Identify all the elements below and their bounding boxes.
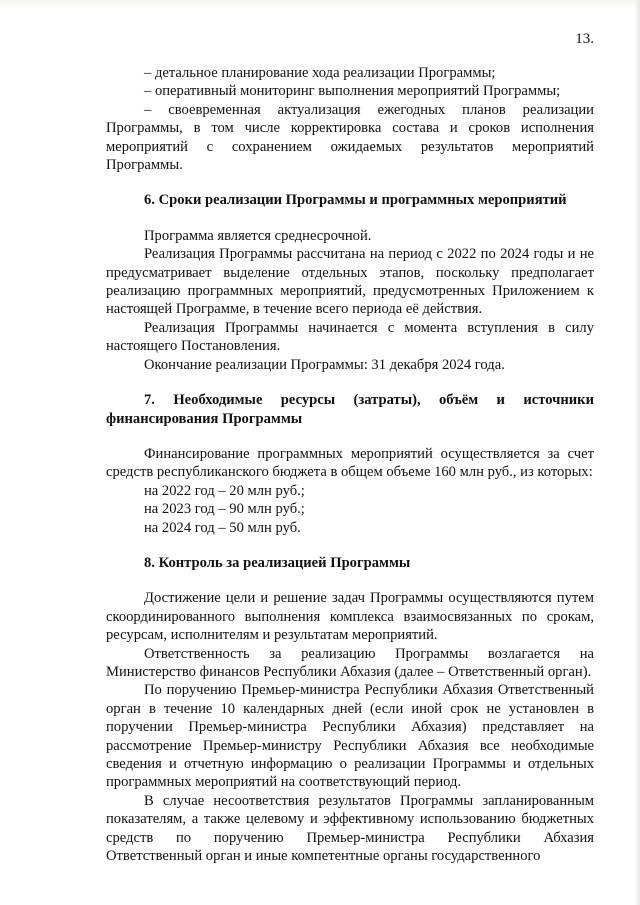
funding-amount: на 2022 год – 20 млн руб.; [144,482,305,499]
section-6-heading: 6. Сроки реализации Программы и программных мероприятий [144,192,567,209]
page-number: 13. [575,31,594,47]
document-body [106,64,594,865]
list-item: – детальное планирование хода реализации Программы; [144,65,496,81]
list-item: – оперативный мониторинг выполнения мероприятий Программы; [144,83,561,100]
funding-amount: на 2023 год – 90 млн руб.; [144,501,305,518]
paragraph: Реализация Программы рассчитана на период с 2022 по 2024 годы и не предусматривает выделение отдельных этапов, поскольку предполагает реализацию программных мероприятий, предусмотренных Приложением к настоящей Программе, в течение всего периода её действия. [106,246,594,318]
paragraph: Программа является среднесрочной. [144,227,372,244]
paragraph: Окончание реализации Программы: 31 декабря 2024 года. [144,356,505,373]
paragraph: Достижение цели и решение задач Программы осуществляются путем скоординированного выполнения комплекса взаимосвязанных по срокам, ресурсам, исполнителям и результатам мероприятий. [106,590,594,644]
section-8-heading: 8. Контроль за реализацией Программы [144,554,411,571]
paragraph: По поручению Премьер-министра Республики Абхазия Ответственный орган в течение 10 календарных дней (если иной срок не установлен в поручении Премьер-министра Республики Абхазия) представляет на рассмотрение Премьер-министру Республики Абхазия все необходимые сведения и отчетную информацию о реализации Программы и отдельных программных мероприятий на соответствующий период. [106,682,594,791]
paragraph: В случае несоответствия результатов Программы запланированным показателям, а также целевому и эффективному использованию бюджетных средств по поручению Премьер-министра Республики Абхазия Ответственный орган и иные компетентные органы государственного [106,792,594,865]
list-item: – своевременная актуализация ежегодных планов реализации Программы, в том числе корректировка состава и сроков исполнения мероприятий с сохранением ожидаемых результатов мероприятий Программы. [106,101,594,174]
paragraph: Ответственность за реализацию Программы возлагается на Министерство финансов Республики Абхазия (далее – Ответственный орган). [106,645,594,680]
paragraph: Реализация Программы начинается с момента вступления в силу настоящего Постановления. [106,319,594,355]
paragraph: Финансирование программных мероприятий осуществляется за счет средств республиканского бюджета в общем объеме 160 млн руб., из которых: [106,445,594,481]
funding-amount: на 2024 год – 50 млн руб. [144,519,301,536]
section-7-heading: 7. Необходимые ресурсы (затраты), объём и источники финансирования Программы [106,392,594,427]
